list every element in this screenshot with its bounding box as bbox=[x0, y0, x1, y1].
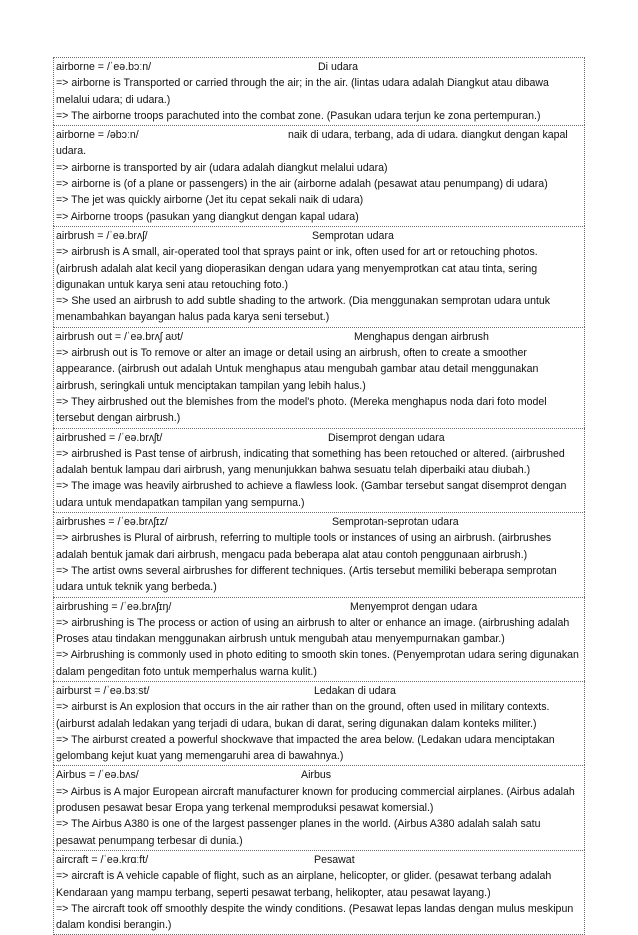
entry-header bbox=[56, 430, 582, 446]
entry-line: => airbrushes is Plural of airbrush, referring to multiple tools or instances of using an airbrush. (airbrushes adalah bentuk jamak dari airbrush, mengacu pada beberapa alat atau contoh penggunaan airbrush.) bbox=[56, 532, 552, 561]
entry-line: => airborne is (of a plane or passengers) in the air (airborne adalah (pesawat atau penumpang) di udara) bbox=[56, 178, 548, 191]
entry-word-pronunciation: airborne = /ˈeə.bɔːn/ bbox=[56, 61, 152, 73]
entry-meaning: Semprotan udara bbox=[312, 229, 394, 242]
entry-line: => airburst is An explosion that occurs in the air rather than on the ground, often used in military contexts. (airburst adalah ledakan yang terjadi di udara, bukan di darat, sering digunakan dalam konteks militer.) bbox=[56, 701, 550, 730]
entry-line: => The aircraft took off smoothly despite the windy conditions. (Pesawat lepas landas dengan mulus meskipun dalam kondisi berangin.) bbox=[56, 902, 574, 932]
entry-line: => The airburst created a powerful shockwave that impacted the area below. (Ledakan udara menciptakan gelombang kejut kuat yang memengaruhi area di bawahnya.) bbox=[56, 733, 555, 763]
entry-header bbox=[56, 852, 582, 868]
dictionary-entry bbox=[53, 57, 585, 125]
dictionary-entry bbox=[53, 125, 585, 226]
dictionary-entry bbox=[53, 765, 585, 849]
entry-word-pronunciation: airbrushes = /ˈeə.brʌʃɪz/ bbox=[56, 516, 168, 529]
entry-header bbox=[56, 599, 582, 615]
entry-word-pronunciation: aircraft = /ˈeə.krɑːft/ bbox=[56, 853, 149, 866]
entry-header bbox=[56, 329, 582, 345]
entry-word-pronunciation: airbrushed = /ˈeə.brʌʃt/ bbox=[56, 431, 163, 444]
entry-line: => Airborne troops (pasukan yang diangkut dengan kapal udara) bbox=[56, 210, 359, 223]
entry-line: udara. bbox=[56, 145, 87, 158]
entry-line: => airbrush is A small, air-operated tool that sprays paint or ink, often used for art or retouching photos. (airbrush adalah alat kecil yang dioperasikan dengan udara yang menyemprotkan cat atau tinta, sering digunakan untuk karya seni atau retouching foto.) bbox=[56, 246, 538, 291]
dictionary-entry bbox=[53, 597, 585, 681]
entry-meaning: Ledakan di udara bbox=[314, 684, 396, 697]
dictionary-entry bbox=[53, 850, 585, 935]
entry-line: => airbrush out is To remove or alter an image or detail using an airbrush, often to create a smoother appearance. (airbrush out adalah Untuk menghapus atau mengubah gambar atau detail menggunakan airbrush, seringkali untuk menciptakan tampilan yang lebih halus.) bbox=[56, 347, 539, 392]
entry-meaning: Di udara bbox=[318, 61, 359, 73]
entry-word-pronunciation: airburst = /ˈeə.bɜːst/ bbox=[56, 684, 150, 697]
entry-line: => The Airbus A380 is one of the largest passenger planes in the world. (Airbus A380 adalah salah satu pesawat penumpang terbesar di dunia.) bbox=[56, 818, 541, 847]
entry-header bbox=[56, 127, 582, 143]
entry-word-pronunciation: airbrushing = /ˈeə.brʌʃɪŋ/ bbox=[56, 600, 172, 613]
entry-meaning: Airbus bbox=[301, 769, 332, 782]
entry-meaning: Disemprot dengan udara bbox=[328, 431, 445, 444]
entry-line: => airborne is Transported or carried through the air; in the air. (lintas udara adalah Diangkut atau dibawa melalui udara; di udara.) bbox=[56, 77, 549, 106]
entry-header bbox=[56, 767, 582, 783]
entry-line: => airborne is transported by air (udara adalah diangkut melalui udara) bbox=[56, 161, 388, 174]
dictionary-entry bbox=[53, 327, 585, 428]
entry-line: => The image was heavily airbrushed to achieve a flawless look. (Gambar tersebut sangat disemprot dengan udara untuk mendapatkan tampilan yang sempurna.) bbox=[56, 480, 567, 509]
entry-line: => They airbrushed out the blemishes from the model's photo. (Mereka menghapus noda dari foto model tersebut dengan airbrush.) bbox=[56, 395, 547, 425]
entry-line: => aircraft is A vehicle capable of flight, such as an airplane, helicopter, or glider. (pesawat terbang adalah Kendaraan yang mampu terbang, seperti pesawat terbang, helikopter, atau pesawat layang.) bbox=[56, 870, 552, 899]
dictionary-entry bbox=[53, 226, 585, 327]
entry-line: => Airbus is A major European aircraft manufacturer known for producing commercial airplanes. (Airbus adalah produsen pesawat besar Eropa yang terkenal memproduksi pesawat komersial.) bbox=[56, 785, 575, 815]
entry-line: => The artist owns several airbrushes for different techniques. (Artis tersebut memiliki beberapa semprotan udara untuk teknik yang berbeda.) bbox=[56, 564, 557, 594]
entry-word-pronunciation: airbrush = /ˈeə.brʌʃ/ bbox=[56, 229, 148, 242]
entry-line: => She used an airbrush to add subtle shading to the artwork. (Dia menggunakan semprotan udara untuk menambahkan bayangan halus pada karya seni tersebut.) bbox=[56, 295, 551, 324]
dictionary-entry bbox=[53, 681, 585, 765]
entry-line: => airbrushed is Past tense of airbrush, indicating that something has been retouched or altered. (airbrushed adalah bentuk lampau dari airbrush, yang menunjukkan bahwa sesuatu telah diperbaiki atau diubah.) bbox=[56, 447, 565, 477]
entry-header bbox=[56, 59, 582, 75]
entry-meaning: Pesawat bbox=[314, 853, 355, 866]
dictionary-entry bbox=[53, 428, 585, 512]
dictionary-page bbox=[53, 57, 585, 935]
entry-header bbox=[56, 683, 582, 699]
dictionary-entry bbox=[53, 512, 585, 596]
entry-line: => The jet was quickly airborne (Jet itu cepat sekali naik di udara) bbox=[56, 194, 364, 207]
entry-meaning: Semprotan-seprotan udara bbox=[332, 516, 459, 529]
entry-header bbox=[56, 514, 582, 530]
entry-word-pronunciation: airborne = /əbɔːn/ bbox=[56, 129, 139, 142]
entry-line: => airbrushing is The process or action of using an airbrush to alter or enhance an image. (airbrushing adalah Proses atau tindakan menggunakan airbrush untuk mengubah atau menyempurnakan gambar.) bbox=[56, 616, 570, 646]
entry-meaning: naik di udara, terbang, ada di udara. diangkut dengan kapal bbox=[288, 129, 568, 142]
entry-meaning: Menyemprot dengan udara bbox=[350, 600, 478, 613]
entry-word-pronunciation: airbrush out = /ˈeə.brʌʃ aʊt/ bbox=[56, 330, 184, 343]
entry-header bbox=[56, 228, 582, 244]
entry-meaning: Menghapus dengan airbrush bbox=[354, 330, 489, 343]
entry-line: => The airborne troops parachuted into the combat zone. (Pasukan udara terjun ke zona pertempuran.) bbox=[56, 109, 541, 122]
entry-word-pronunciation: Airbus = /ˈeə.bʌs/ bbox=[56, 769, 139, 782]
entry-line: => Airbrushing is commonly used in photo editing to smooth skin tones. (Penyemprotan udara sering digunakan dalam pengeditan foto untuk memperhalus warna kulit.) bbox=[56, 649, 579, 678]
